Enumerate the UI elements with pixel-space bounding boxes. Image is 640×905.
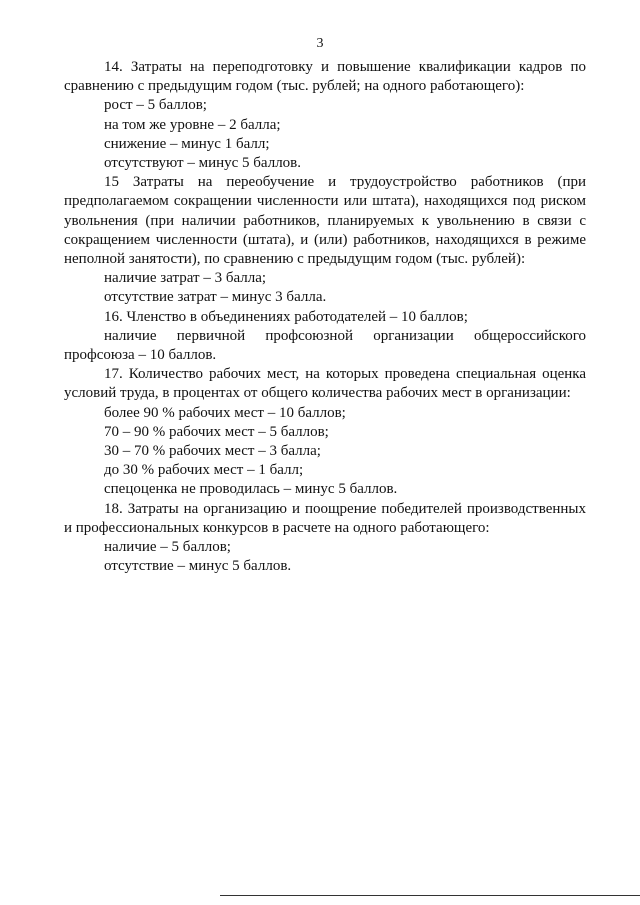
list-item: до 30 % рабочих мест – 1 балл; bbox=[104, 462, 304, 479]
list-item: 30 – 70 % рабочих мест – 3 балла; bbox=[104, 443, 321, 460]
page-bottom-rule bbox=[220, 895, 640, 896]
paragraph-18: 18. Затраты на организацию и поощрение победителей производственных и профессиональных конкурсов в расчете на одного работающего: bbox=[64, 500, 586, 536]
paragraph-16: 16. Членство в объединениях работодателей – 10 баллов; bbox=[104, 308, 468, 325]
paragraph-15: 15 Затраты на переобучение и трудоустройство работников (при предполагаемом сокращении численности или штата), находящихся под риском увольнения (при наличии работников, планируемых к увольнению в связи с сокращением численности (штата), и (или) работников, находящихся в режиме неполной занятости), по сравнению с предыдущим годом (тыс. рублей): bbox=[64, 174, 586, 268]
list-item: на том же уровне – 2 балла; bbox=[104, 116, 281, 133]
list-item: отсутствуют – минус 5 баллов. bbox=[104, 155, 302, 172]
paragraph-14: 14. Затраты на переподготовку и повышение квалификации кадров по сравнению с предыдущим годом (тыс. рублей; на одного работающего): bbox=[64, 59, 586, 95]
document-body bbox=[64, 58, 586, 576]
list-item: отсутствие – минус 5 баллов. bbox=[104, 558, 292, 575]
list-item: 70 – 90 % рабочих мест – 5 баллов; bbox=[104, 423, 329, 440]
page-number: 3 bbox=[316, 36, 324, 51]
list-item: спецоценка не проводилась – минус 5 баллов. bbox=[104, 481, 398, 498]
list-item: более 90 % рабочих мест – 10 баллов; bbox=[104, 404, 346, 421]
paragraph-16-union: наличие первичной профсоюзной организации общероссийского профсоюза – 10 баллов. bbox=[64, 327, 586, 364]
list-item: отсутствие затрат – минус 3 балла. bbox=[104, 289, 327, 306]
list-item: рост – 5 баллов; bbox=[104, 97, 207, 114]
list-item: снижение – минус 1 балл; bbox=[104, 135, 270, 152]
list-item: наличие затрат – 3 балла; bbox=[104, 270, 267, 287]
list-item: наличие – 5 баллов; bbox=[104, 539, 231, 556]
paragraph-17: 17. Количество рабочих мест, на которых проведена специальная оценка условий труда, в процентах от общего количества рабочих мест в организации: bbox=[64, 366, 586, 402]
